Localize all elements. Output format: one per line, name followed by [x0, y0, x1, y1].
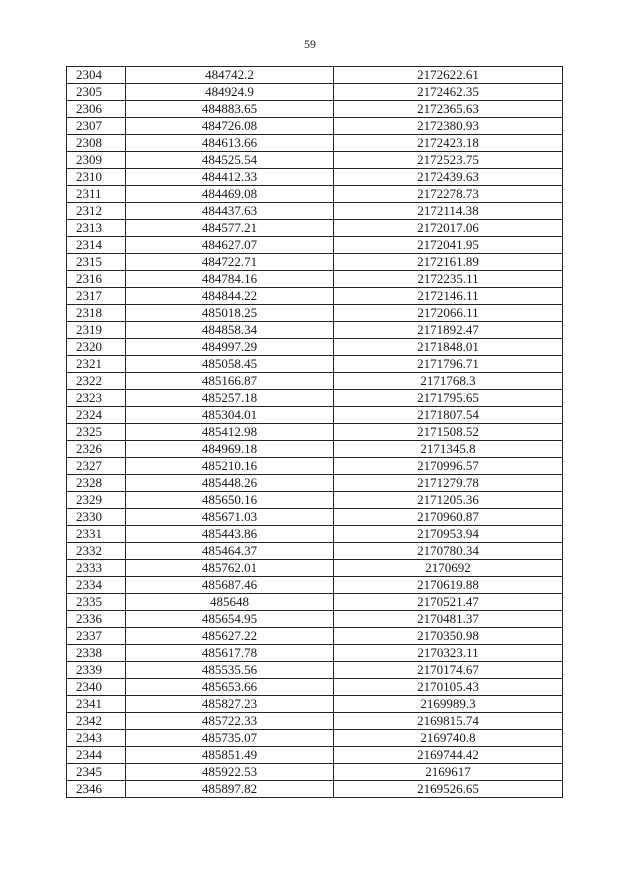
point-id-cell: 2314	[67, 237, 126, 254]
x-coordinate-cell: 485257.18	[126, 390, 334, 407]
x-coordinate-cell: 484742.2	[126, 67, 334, 84]
x-coordinate-cell: 484924.9	[126, 84, 334, 101]
x-coordinate-cell: 484469.08	[126, 186, 334, 203]
table-row	[67, 696, 563, 713]
x-coordinate-cell: 485448.26	[126, 475, 334, 492]
table-row	[67, 577, 563, 594]
y-coordinate-cell: 2172017.06	[334, 220, 563, 237]
table-row	[67, 458, 563, 475]
x-coordinate-cell: 485210.16	[126, 458, 334, 475]
table-row	[67, 730, 563, 747]
table-row	[67, 254, 563, 271]
point-id-cell: 2340	[67, 679, 126, 696]
y-coordinate-cell: 2172161.89	[334, 254, 563, 271]
table-row	[67, 509, 563, 526]
point-id-cell: 2317	[67, 288, 126, 305]
table-row	[67, 611, 563, 628]
coordinates-table-body	[67, 67, 563, 798]
point-id-cell: 2328	[67, 475, 126, 492]
point-id-cell: 2331	[67, 526, 126, 543]
x-coordinate-cell: 484627.07	[126, 237, 334, 254]
x-coordinate-cell: 485412.98	[126, 424, 334, 441]
table-row	[67, 713, 563, 730]
point-id-cell: 2309	[67, 152, 126, 169]
table-row	[67, 118, 563, 135]
point-id-cell: 2318	[67, 305, 126, 322]
y-coordinate-cell: 2171768.3	[334, 373, 563, 390]
table-row	[67, 526, 563, 543]
point-id-cell: 2313	[67, 220, 126, 237]
point-id-cell: 2321	[67, 356, 126, 373]
table-row	[67, 135, 563, 152]
point-id-cell: 2344	[67, 747, 126, 764]
table-row	[67, 305, 563, 322]
x-coordinate-cell: 485304.01	[126, 407, 334, 424]
table-row	[67, 543, 563, 560]
y-coordinate-cell: 2170521.47	[334, 594, 563, 611]
point-id-cell: 2343	[67, 730, 126, 747]
x-coordinate-cell: 485627.22	[126, 628, 334, 645]
table-row	[67, 594, 563, 611]
y-coordinate-cell: 2172380.93	[334, 118, 563, 135]
point-id-cell: 2312	[67, 203, 126, 220]
x-coordinate-cell: 485058.45	[126, 356, 334, 373]
point-id-cell: 2306	[67, 101, 126, 118]
y-coordinate-cell: 2169744.42	[334, 747, 563, 764]
x-coordinate-cell: 485851.49	[126, 747, 334, 764]
point-id-cell: 2334	[67, 577, 126, 594]
table-row	[67, 662, 563, 679]
point-id-cell: 2341	[67, 696, 126, 713]
point-id-cell: 2333	[67, 560, 126, 577]
y-coordinate-cell: 2171892.47	[334, 322, 563, 339]
point-id-cell: 2335	[67, 594, 126, 611]
x-coordinate-cell: 484726.08	[126, 118, 334, 135]
point-id-cell: 2326	[67, 441, 126, 458]
table-row	[67, 407, 563, 424]
x-coordinate-cell: 485654.95	[126, 611, 334, 628]
y-coordinate-cell: 2170960.87	[334, 509, 563, 526]
x-coordinate-cell: 485166.87	[126, 373, 334, 390]
y-coordinate-cell: 2170996.57	[334, 458, 563, 475]
x-coordinate-cell: 484883.65	[126, 101, 334, 118]
y-coordinate-cell: 2170619.88	[334, 577, 563, 594]
point-id-cell: 2304	[67, 67, 126, 84]
y-coordinate-cell: 2172523.75	[334, 152, 563, 169]
table-row	[67, 764, 563, 781]
x-coordinate-cell: 484722.71	[126, 254, 334, 271]
x-coordinate-cell: 485671.03	[126, 509, 334, 526]
x-coordinate-cell: 485827.23	[126, 696, 334, 713]
table-row	[67, 628, 563, 645]
coordinates-table	[66, 66, 563, 798]
table-row	[67, 67, 563, 84]
y-coordinate-cell: 2171796.71	[334, 356, 563, 373]
x-coordinate-cell: 485535.56	[126, 662, 334, 679]
point-id-cell: 2345	[67, 764, 126, 781]
point-id-cell: 2307	[67, 118, 126, 135]
point-id-cell: 2329	[67, 492, 126, 509]
table-row	[67, 152, 563, 169]
point-id-cell: 2332	[67, 543, 126, 560]
y-coordinate-cell: 2172439.63	[334, 169, 563, 186]
x-coordinate-cell: 484858.34	[126, 322, 334, 339]
x-coordinate-cell: 485653.66	[126, 679, 334, 696]
x-coordinate-cell: 485464.37	[126, 543, 334, 560]
page-number: 59	[304, 37, 316, 51]
y-coordinate-cell: 2170323.11	[334, 645, 563, 662]
y-coordinate-cell: 2172423.18	[334, 135, 563, 152]
table-row	[67, 560, 563, 577]
x-coordinate-cell: 485687.46	[126, 577, 334, 594]
y-coordinate-cell: 2172462.35	[334, 84, 563, 101]
x-coordinate-cell: 485897.82	[126, 781, 334, 798]
x-coordinate-cell: 484613.66	[126, 135, 334, 152]
y-coordinate-cell: 2172235.11	[334, 271, 563, 288]
point-id-cell: 2336	[67, 611, 126, 628]
table-row	[67, 186, 563, 203]
table-row	[67, 322, 563, 339]
y-coordinate-cell: 2171795.65	[334, 390, 563, 407]
y-coordinate-cell: 2170350.98	[334, 628, 563, 645]
table-row	[67, 288, 563, 305]
x-coordinate-cell: 485650.16	[126, 492, 334, 509]
x-coordinate-cell: 484969.18	[126, 441, 334, 458]
table-row	[67, 84, 563, 101]
x-coordinate-cell: 484844.22	[126, 288, 334, 305]
point-id-cell: 2323	[67, 390, 126, 407]
x-coordinate-cell: 485648	[126, 594, 334, 611]
x-coordinate-cell: 484525.54	[126, 152, 334, 169]
x-coordinate-cell: 485762.01	[126, 560, 334, 577]
point-id-cell: 2327	[67, 458, 126, 475]
point-id-cell: 2337	[67, 628, 126, 645]
table-row	[67, 645, 563, 662]
y-coordinate-cell: 2172066.11	[334, 305, 563, 322]
point-id-cell: 2311	[67, 186, 126, 203]
x-coordinate-cell: 484997.29	[126, 339, 334, 356]
y-coordinate-cell: 2171848.01	[334, 339, 563, 356]
x-coordinate-cell: 484412.33	[126, 169, 334, 186]
table-row	[67, 441, 563, 458]
table-row	[67, 101, 563, 118]
table-row	[67, 492, 563, 509]
y-coordinate-cell: 2171508.52	[334, 424, 563, 441]
y-coordinate-cell: 2170105.43	[334, 679, 563, 696]
point-id-cell: 2310	[67, 169, 126, 186]
y-coordinate-cell: 2170692	[334, 560, 563, 577]
x-coordinate-cell: 484437.63	[126, 203, 334, 220]
point-id-cell: 2346	[67, 781, 126, 798]
table-row	[67, 475, 563, 492]
y-coordinate-cell: 2172622.61	[334, 67, 563, 84]
y-coordinate-cell: 2169815.74	[334, 713, 563, 730]
table-row	[67, 220, 563, 237]
table-row	[67, 356, 563, 373]
table-row	[67, 271, 563, 288]
x-coordinate-cell: 485735.07	[126, 730, 334, 747]
table-row	[67, 424, 563, 441]
y-coordinate-cell: 2169740.8	[334, 730, 563, 747]
y-coordinate-cell: 2172146.11	[334, 288, 563, 305]
table-row	[67, 373, 563, 390]
point-id-cell: 2305	[67, 84, 126, 101]
x-coordinate-cell: 485617.78	[126, 645, 334, 662]
y-coordinate-cell: 2172278.73	[334, 186, 563, 203]
point-id-cell: 2316	[67, 271, 126, 288]
y-coordinate-cell: 2169526.65	[334, 781, 563, 798]
point-id-cell: 2322	[67, 373, 126, 390]
x-coordinate-cell: 484577.21	[126, 220, 334, 237]
y-coordinate-cell: 2171345.8	[334, 441, 563, 458]
x-coordinate-cell: 485922.53	[126, 764, 334, 781]
table-row	[67, 747, 563, 764]
point-id-cell: 2320	[67, 339, 126, 356]
point-id-cell: 2315	[67, 254, 126, 271]
y-coordinate-cell: 2171205.36	[334, 492, 563, 509]
table-row	[67, 237, 563, 254]
table-row	[67, 390, 563, 407]
table-row	[67, 339, 563, 356]
y-coordinate-cell: 2171279.78	[334, 475, 563, 492]
point-id-cell: 2319	[67, 322, 126, 339]
table-row	[67, 203, 563, 220]
table-row	[67, 169, 563, 186]
point-id-cell: 2324	[67, 407, 126, 424]
point-id-cell: 2308	[67, 135, 126, 152]
y-coordinate-cell: 2172041.95	[334, 237, 563, 254]
y-coordinate-cell: 2172365.63	[334, 101, 563, 118]
x-coordinate-cell: 484784.16	[126, 271, 334, 288]
y-coordinate-cell: 2170780.34	[334, 543, 563, 560]
table-row	[67, 781, 563, 798]
y-coordinate-cell: 2172114.38	[334, 203, 563, 220]
table-row	[67, 679, 563, 696]
point-id-cell: 2330	[67, 509, 126, 526]
point-id-cell: 2342	[67, 713, 126, 730]
y-coordinate-cell: 2169989.3	[334, 696, 563, 713]
point-id-cell: 2325	[67, 424, 126, 441]
y-coordinate-cell: 2170174.67	[334, 662, 563, 679]
y-coordinate-cell: 2170481.37	[334, 611, 563, 628]
point-id-cell: 2338	[67, 645, 126, 662]
point-id-cell: 2339	[67, 662, 126, 679]
y-coordinate-cell: 2169617	[334, 764, 563, 781]
x-coordinate-cell: 485018.25	[126, 305, 334, 322]
x-coordinate-cell: 485722.33	[126, 713, 334, 730]
y-coordinate-cell: 2171807.54	[334, 407, 563, 424]
x-coordinate-cell: 485443.86	[126, 526, 334, 543]
y-coordinate-cell: 2170953.94	[334, 526, 563, 543]
